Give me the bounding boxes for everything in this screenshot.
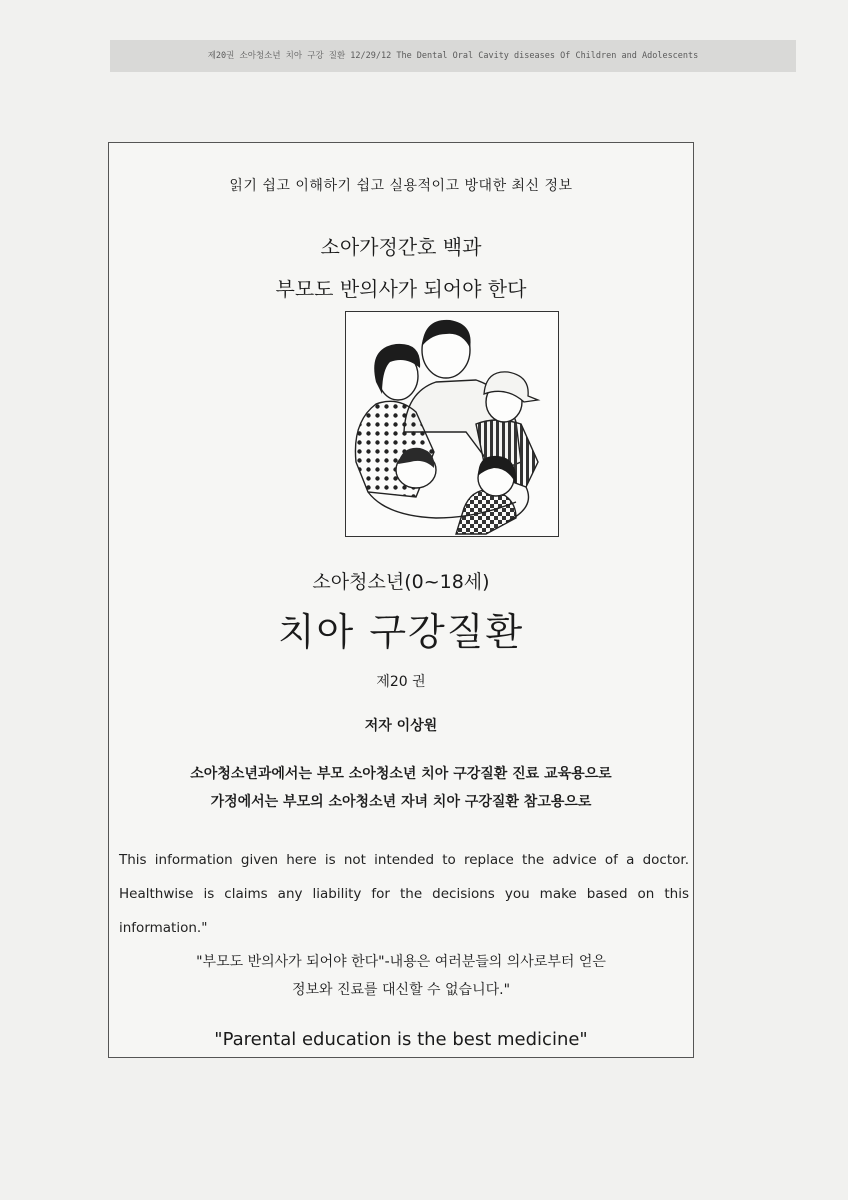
purpose-line-1: 소아청소년과에서는 부모 소아청소년 치아 구강질환 진료 교육용으로 (190, 766, 612, 782)
purpose-line-2: 가정에서는 부모의 소아청소년 자녀 치아 구강질환 참고용으로 (210, 794, 592, 810)
family-illustration-icon (345, 311, 559, 537)
notice-line-2: 정보와 진료를 대신할 수 없습니다." (291, 982, 511, 998)
series-title: 소아가정간호 백과 (320, 235, 482, 259)
running-header: 제20권 소아청소년 치아 구강 질환 12/29/12 The Dental Oral Cavity diseases Of Children and Adolescents (110, 40, 796, 72)
author: 저자 이상원 (364, 718, 438, 734)
notice-line-1: "부모도 반의사가 되어야 한다"-내용은 여러분들의 의사로부터 얻은 (196, 954, 606, 970)
main-title: 치아 구강질환 (277, 610, 525, 654)
motto: "Parental education is the best medicine" (214, 1029, 588, 1050)
disclaimer-text: This information given here is not intended to replace the advice of a doctor. Healthwise is claims any liability for the decisions you make based on this information." (119, 852, 689, 936)
volume-number: 제20 권 (376, 674, 426, 690)
age-range: 소아청소년(0~18세) (312, 571, 490, 593)
tagline: 읽기 쉽고 이해하기 쉽고 실용적이고 방대한 최신 정보 (229, 178, 573, 194)
subtitle: 부모도 반의사가 되어야 한다 (275, 277, 527, 301)
book-cover (108, 142, 694, 1058)
